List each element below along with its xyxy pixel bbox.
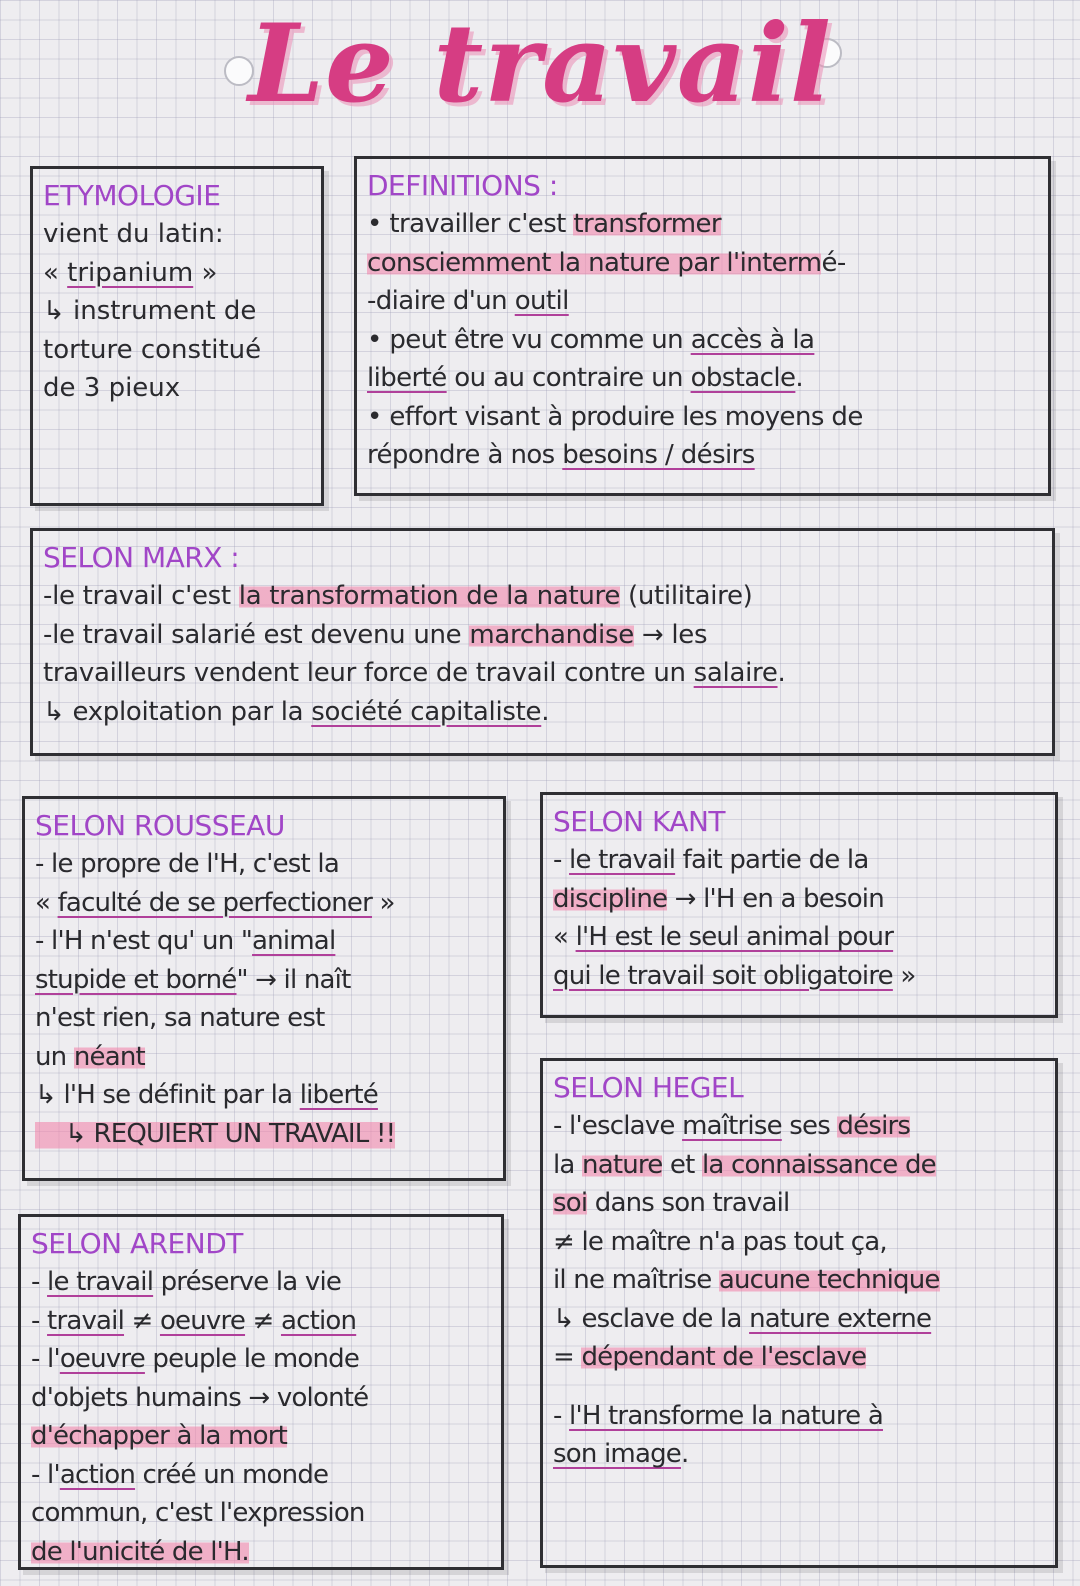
definitions-line: • travailler c'est transformer <box>367 209 721 239</box>
etymologie-line: torture constitué <box>43 334 262 365</box>
kant-line: « l'H est le seul animal pour <box>553 922 894 952</box>
etymologie-box <box>30 166 324 506</box>
arendt-heading: SELON ARENDT <box>31 1227 243 1260</box>
arendt-line: d'objets humains → volonté <box>31 1382 369 1413</box>
hegel-heading: SELON HEGEL <box>553 1071 744 1104</box>
hegel-spacer <box>553 1377 1049 1397</box>
kant-heading: SELON KANT <box>553 805 726 838</box>
arendt-line: d'échapper à la mort <box>31 1421 288 1451</box>
rousseau-heading: SELON ROUSSEAU <box>35 809 285 842</box>
definitions-box <box>354 156 1051 496</box>
hegel-line: = dépendant de l'esclave <box>553 1342 867 1372</box>
definitions-line: • effort visant à produire les moyens de <box>367 401 863 432</box>
rousseau-line: - le propre de l'H, c'est la <box>35 849 339 879</box>
etymologie-line: de 3 pieux <box>43 373 181 403</box>
arendt-line: - l'action créé un monde <box>31 1459 329 1490</box>
etymologie-heading: ETYMOLOGIE <box>43 179 221 212</box>
definitions-line: -diaire d'un outil <box>367 286 569 316</box>
definitions-line: répondre à nos besoins / désirs <box>367 440 755 470</box>
rousseau-line: stupide et borné" → il naît <box>35 964 351 995</box>
marx-line: -le travail salarié est devenu une marchandise → les <box>43 619 708 650</box>
page-title: Le travail <box>248 1 832 127</box>
hegel-line: il ne maîtrise aucune technique <box>553 1265 940 1295</box>
marx-line: travailleurs vendent leur force de travail contre un salaire. <box>43 658 786 688</box>
definitions-line: liberté ou au contraire un obstacle. <box>367 363 804 393</box>
kant-line: qui le travail soit obligatoire » <box>553 960 916 991</box>
marx-line: ↳ exploitation par la société capitaliste. <box>43 696 550 727</box>
hegel-line: soi dans son travail <box>553 1188 790 1218</box>
arendt-line: - l'oeuvre peuple le monde <box>31 1344 360 1374</box>
hegel-line: ↳ esclave de la nature externe <box>553 1303 932 1334</box>
marx-heading: SELON MARX : <box>43 541 240 574</box>
definitions-line: consciemment la nature par l'intermé- <box>367 247 846 278</box>
arendt-line: commun, c'est l'expression <box>31 1498 365 1528</box>
marx-box <box>30 528 1055 756</box>
hegel-line: ≠ le maître n'a pas tout ça, <box>553 1226 887 1257</box>
kant-line: discipline → l'H en a besoin <box>553 883 884 914</box>
hegel-line: - l'esclave maîtrise ses désirs <box>553 1111 911 1141</box>
hegel-line: la nature et la connaissance de <box>553 1149 936 1180</box>
etymologie-line: vient du latin: <box>43 219 224 249</box>
arendt-box <box>18 1214 504 1570</box>
kant-box <box>540 792 1058 1018</box>
arendt-line: - travail ≠ oeuvre ≠ action <box>31 1305 357 1336</box>
hegel-line: son image. <box>553 1439 689 1469</box>
arendt-line: de l'unicité de l'H. <box>31 1536 249 1567</box>
rousseau-line: n'est rien, sa nature est <box>35 1003 325 1033</box>
etymologie-line: ↳ instrument de <box>43 296 257 326</box>
rousseau-line: « faculté de se perfectioner » <box>35 887 395 918</box>
rousseau-line: un néant <box>35 1041 145 1072</box>
rousseau-line: ↳ REQUIERT UN TRAVAIL !! <box>35 1115 395 1154</box>
hegel-box <box>540 1058 1058 1568</box>
marx-line: -le travail c'est la transformation de la nature (utilitaire) <box>43 581 753 611</box>
hegel-line: - l'H transforme la nature à <box>553 1400 883 1431</box>
rousseau-line: - l'H n'est qu' un "animal <box>35 926 336 956</box>
arendt-line: - le travail préserve la vie <box>31 1267 342 1297</box>
rousseau-box <box>22 796 506 1181</box>
definitions-line: • peut être vu comme un accès à la <box>367 324 815 355</box>
etymologie-line: « tripanium » <box>43 257 218 288</box>
rousseau-line: ↳ l'H se définit par la liberté <box>35 1080 378 1110</box>
definitions-heading: DEFINITIONS : <box>367 169 558 202</box>
kant-line: - le travail fait partie de la <box>553 845 869 875</box>
